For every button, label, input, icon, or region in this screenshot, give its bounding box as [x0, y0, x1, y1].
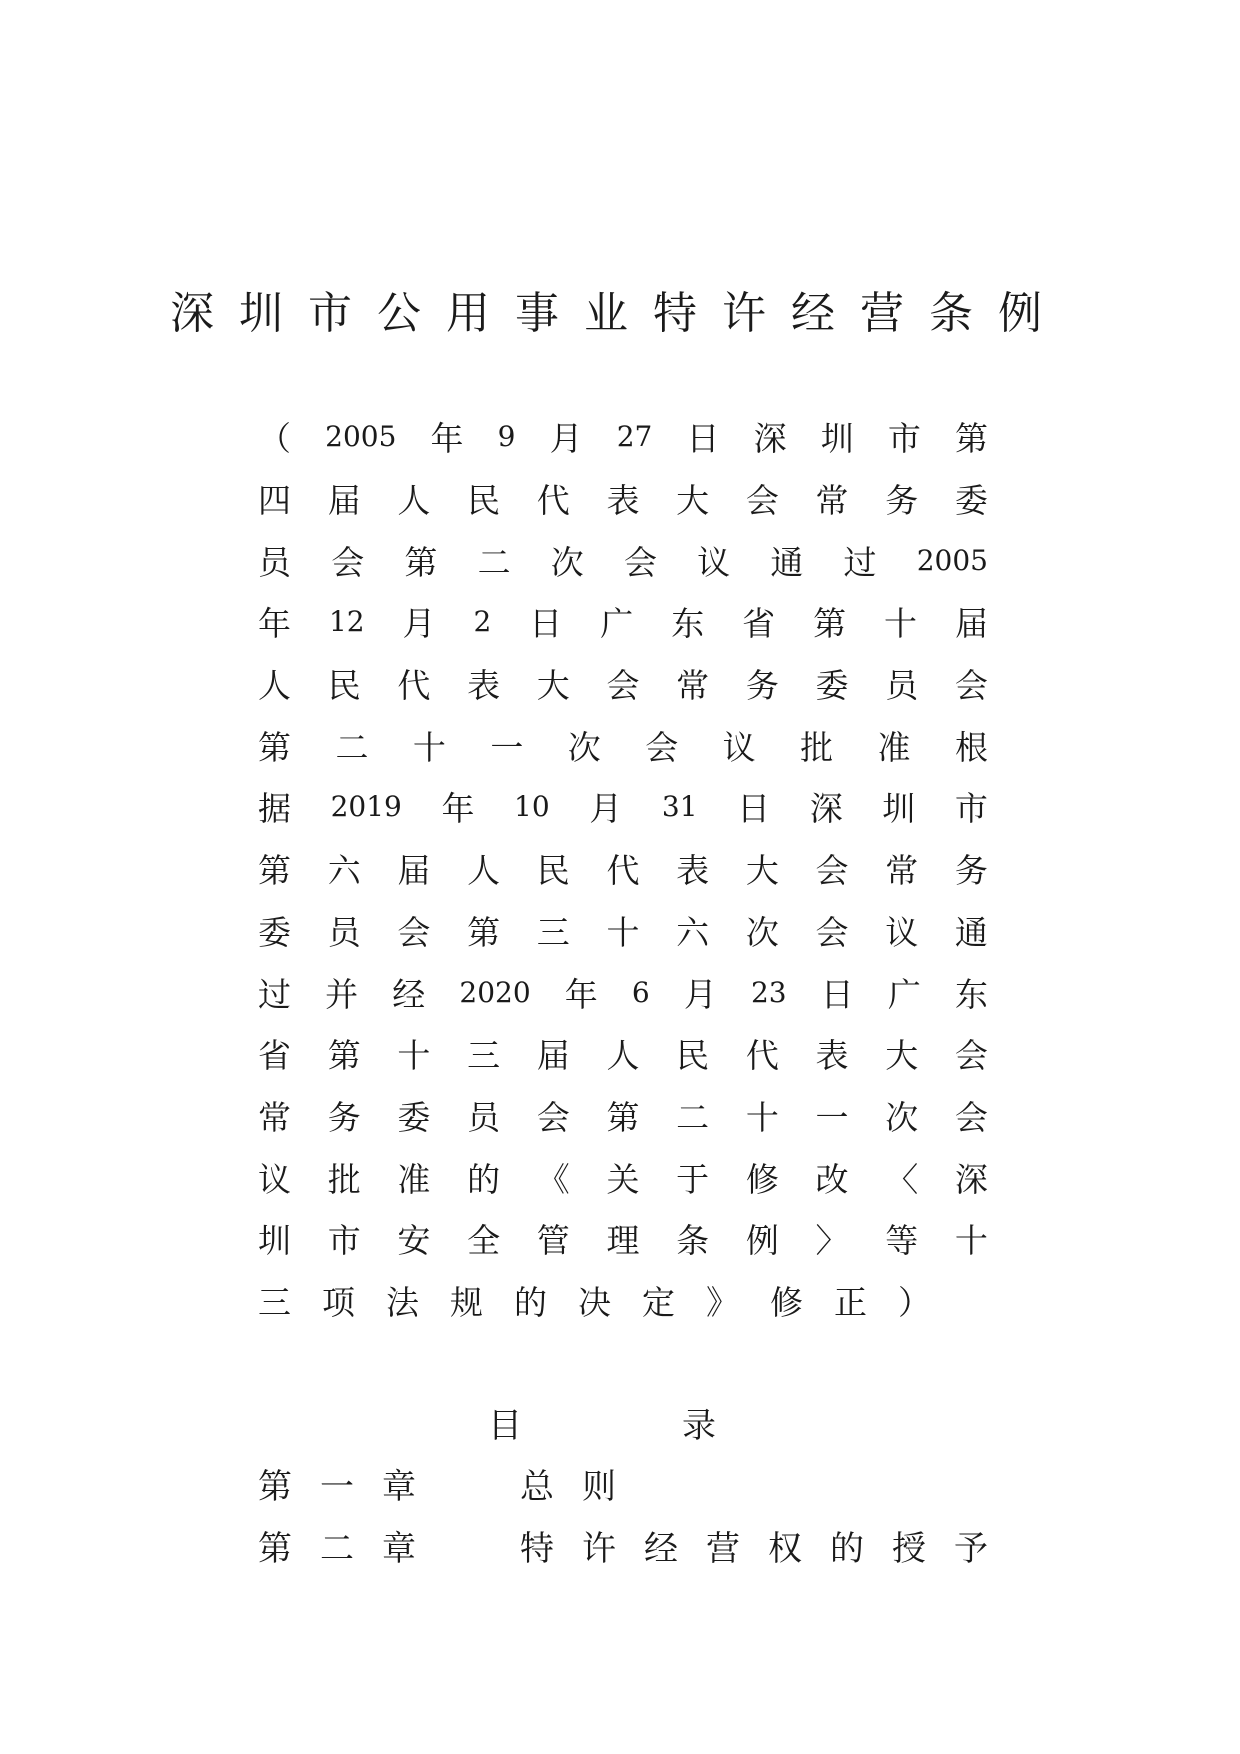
revision-note-token: 2020 — [459, 975, 531, 1009]
revision-note-token: 二 — [676, 1097, 710, 1137]
revision-note-token: 表 — [815, 1036, 849, 1076]
revision-note-token: 表 — [676, 851, 710, 891]
revision-note-token: 27 — [616, 420, 653, 454]
revision-note-token: 项 — [322, 1282, 355, 1322]
revision-note-line — [258, 1146, 988, 1208]
revision-note-token: 委 — [397, 1097, 431, 1137]
revision-note-token: 过 — [843, 542, 877, 582]
revision-note-line — [258, 529, 988, 591]
revision-note-token: 月 — [402, 604, 436, 644]
revision-note-token: 会 — [815, 851, 849, 891]
revision-note-token: 第 — [327, 1036, 361, 1076]
revision-note-token: 员 — [327, 912, 361, 952]
revision-note-token: 次 — [567, 727, 601, 767]
revision-note-token: 东 — [671, 604, 705, 644]
revision-note-token: 深 — [954, 1159, 988, 1199]
revision-note-token: 23 — [750, 975, 787, 1009]
revision-note-token: 会 — [954, 1036, 988, 1076]
revision-note-token: 的 — [467, 1159, 501, 1199]
revision-note-token: 2005 — [916, 543, 988, 577]
revision-note-token: 民 — [536, 851, 570, 891]
revision-note-token: 2019 — [330, 790, 402, 824]
revision-note-token: 表 — [467, 666, 501, 706]
revision-note-line — [258, 1085, 988, 1147]
toc-chapter-name: 特许经营权的授予 — [520, 1529, 1016, 1569]
revision-note-token: 关 — [606, 1159, 640, 1199]
toc-title: 目录 — [488, 1406, 876, 1446]
revision-note-token: 通 — [770, 542, 804, 582]
revision-note-token: 《 — [536, 1159, 570, 1199]
revision-note-token: 十 — [745, 1097, 779, 1137]
revision-note-token: 务 — [745, 666, 779, 706]
revision-note-token: 常 — [815, 481, 849, 521]
revision-note-token: 规 — [450, 1282, 483, 1322]
revision-note-token: 三 — [536, 912, 570, 952]
revision-note-token: 议 — [697, 542, 731, 582]
revision-note-token: 人 — [258, 666, 291, 706]
revision-note-line — [258, 838, 988, 900]
revision-note-token: 务 — [954, 851, 988, 891]
revision-note-token: 第 — [258, 851, 291, 891]
revision-note-token: 管 — [536, 1221, 570, 1261]
revision-note-token: 会 — [954, 666, 988, 706]
revision-note-token: 理 — [606, 1221, 640, 1261]
revision-note-line — [258, 776, 988, 838]
revision-note-token: 市 — [887, 419, 921, 459]
revision-note-token: 会 — [954, 1097, 988, 1137]
revision-note-token: 员 — [885, 666, 919, 706]
revision-note-token: 务 — [885, 481, 919, 521]
revision-note-token: 会 — [623, 542, 657, 582]
revision-note-token: 大 — [745, 851, 779, 891]
revision-note-token: 圳 — [258, 1221, 291, 1261]
revision-note-token: 委 — [258, 912, 291, 952]
revision-note-token: 常 — [885, 851, 919, 891]
revision-note-token: 会 — [745, 481, 779, 521]
revision-note-token: 定 — [642, 1282, 675, 1322]
revision-note-token: 会 — [331, 542, 365, 582]
revision-note — [258, 406, 988, 1331]
revision-note-token: 十 — [412, 727, 446, 767]
revision-note-token: （ — [258, 419, 291, 459]
revision-note-token: 年 — [430, 419, 464, 459]
revision-note-token: 省 — [742, 604, 776, 644]
revision-note-token: 广 — [887, 974, 921, 1014]
revision-note-token: 法 — [386, 1282, 419, 1322]
revision-note-token: 大 — [885, 1036, 919, 1076]
revision-note-token: 届 — [397, 851, 431, 891]
revision-note-token: 经 — [392, 974, 426, 1014]
revision-note-token: 会 — [815, 912, 849, 952]
revision-note-token: 日 — [529, 604, 563, 644]
revision-note-token: 10 — [514, 790, 550, 824]
revision-note-token: 六 — [676, 912, 710, 952]
revision-note-token: 等 — [885, 1221, 919, 1261]
revision-note-line — [258, 714, 988, 776]
document-title: 深圳市公用事业特许经营条例 — [170, 288, 1067, 339]
revision-note-token: 第 — [606, 1097, 640, 1137]
revision-note-token: 代 — [745, 1036, 779, 1076]
revision-note-token: 日 — [686, 419, 720, 459]
revision-note-token: 第 — [813, 604, 847, 644]
revision-note-token: 圳 — [882, 789, 916, 829]
revision-note-token: 过 — [258, 974, 291, 1014]
revision-note-token: 议 — [885, 912, 919, 952]
revision-note-token: 十 — [606, 912, 640, 952]
revision-note-token: ） — [898, 1282, 931, 1322]
revision-note-token: 东 — [954, 974, 988, 1014]
revision-note-token: 务 — [327, 1097, 361, 1137]
revision-note-token: 会 — [606, 666, 640, 706]
revision-note-line — [258, 1023, 988, 1085]
revision-note-token: 常 — [676, 666, 710, 706]
revision-note-token: 第 — [258, 727, 291, 767]
revision-note-token: 四 — [258, 481, 291, 521]
revision-note-token: 修 — [745, 1159, 779, 1199]
revision-note-token: 12 — [328, 605, 365, 639]
revision-note-token: 根 — [954, 727, 988, 767]
toc-chapter-number: 第一章 — [258, 1467, 444, 1507]
revision-note-line — [258, 1270, 988, 1332]
revision-note-token: 6 — [631, 975, 650, 1009]
revision-note-line — [258, 961, 988, 1023]
revision-note-token: 月 — [589, 789, 623, 829]
revision-note-token: 三 — [258, 1282, 291, 1322]
revision-note-token: 月 — [683, 974, 717, 1014]
revision-note-token: 第 — [467, 912, 501, 952]
revision-note-line — [258, 900, 988, 962]
revision-note-token: 三 — [467, 1036, 501, 1076]
revision-note-token: 2 — [473, 605, 492, 639]
revision-note-token: 会 — [397, 912, 431, 952]
revision-note-token: 的 — [514, 1282, 547, 1322]
revision-note-token: 市 — [954, 789, 988, 829]
revision-note-token: 条 — [676, 1221, 710, 1261]
revision-note-token: 次 — [885, 1097, 919, 1137]
revision-note-token: 一 — [490, 727, 524, 767]
toc-chapter-name: 总则 — [520, 1467, 644, 1507]
revision-note-token: 年 — [258, 604, 291, 644]
revision-note-token: 会 — [536, 1097, 570, 1137]
revision-note-token: 二 — [335, 727, 369, 767]
revision-note-line — [258, 406, 988, 468]
revision-note-token: 准 — [397, 1159, 431, 1199]
revision-note-token: 常 — [258, 1097, 291, 1137]
revision-note-token: 年 — [564, 974, 598, 1014]
revision-note-token: 员 — [258, 542, 291, 582]
revision-note-token: 次 — [745, 912, 779, 952]
revision-note-token: 人 — [606, 1036, 640, 1076]
revision-note-token: 代 — [536, 481, 570, 521]
revision-note-token: 批 — [800, 727, 834, 767]
revision-note-token: 代 — [397, 666, 431, 706]
revision-note-token: 日 — [737, 789, 771, 829]
revision-note-token: 届 — [536, 1036, 570, 1076]
revision-note-token: 委 — [815, 666, 849, 706]
revision-note-token: 民 — [676, 1036, 710, 1076]
revision-note-token: 日 — [820, 974, 854, 1014]
revision-note-token: 并 — [325, 974, 359, 1014]
revision-note-token: 批 — [327, 1159, 361, 1199]
revision-note-line — [258, 468, 988, 530]
revision-note-token: 市 — [327, 1221, 361, 1261]
revision-note-token: 例 — [745, 1221, 779, 1261]
toc-item-chapter-2[interactable] — [258, 1519, 1016, 1579]
revision-note-line — [258, 591, 988, 653]
revision-note-token: 》 — [706, 1282, 739, 1322]
revision-note-token: 〈 — [885, 1159, 919, 1199]
revision-note-token: 十 — [954, 1221, 988, 1261]
revision-note-token: 省 — [258, 1036, 291, 1076]
revision-note-token: 议 — [258, 1159, 291, 1199]
revision-note-token: 二 — [477, 542, 511, 582]
revision-note-line — [258, 653, 988, 715]
revision-note-token: 通 — [954, 912, 988, 952]
revision-note-token: 〉 — [815, 1221, 849, 1261]
revision-note-token: 于 — [676, 1159, 710, 1199]
revision-note-token: 第 — [404, 542, 438, 582]
revision-note-token: 届 — [327, 481, 361, 521]
revision-note-token: 民 — [467, 481, 501, 521]
revision-note-token: 六 — [327, 851, 361, 891]
revision-note-token: 据 — [258, 789, 291, 829]
revision-note-token: 民 — [327, 666, 361, 706]
revision-note-token: 深 — [753, 419, 787, 459]
revision-note-token: 次 — [550, 542, 584, 582]
revision-note-token: 深 — [809, 789, 843, 829]
revision-note-token: 人 — [397, 481, 431, 521]
revision-note-token: 委 — [954, 481, 988, 521]
revision-note-token: 2005 — [325, 420, 397, 454]
revision-note-token: 改 — [815, 1159, 849, 1199]
revision-note-token: 决 — [578, 1282, 611, 1322]
toc-item-chapter-1[interactable] — [258, 1457, 644, 1517]
revision-note-token: 9 — [497, 420, 516, 454]
revision-note-token: 人 — [467, 851, 501, 891]
revision-note-token: 修 — [770, 1282, 803, 1322]
revision-note-token: 圳 — [820, 419, 854, 459]
revision-note-token: 全 — [467, 1221, 501, 1261]
revision-note-token: 第 — [954, 419, 988, 459]
revision-note-token: 一 — [815, 1097, 849, 1137]
toc-chapter-number: 第二章 — [258, 1529, 444, 1569]
revision-note-token: 大 — [676, 481, 710, 521]
revision-note-token: 十 — [884, 604, 918, 644]
revision-note-token: 表 — [606, 481, 640, 521]
revision-note-token: 广 — [600, 604, 634, 644]
revision-note-line — [258, 1208, 988, 1270]
revision-note-token: 代 — [606, 851, 640, 891]
revision-note-token: 正 — [834, 1282, 867, 1322]
revision-note-token: 员 — [467, 1097, 501, 1137]
revision-note-token: 31 — [661, 790, 698, 824]
revision-note-token: 议 — [722, 727, 756, 767]
revision-note-token: 年 — [441, 789, 475, 829]
revision-note-token: 月 — [549, 419, 583, 459]
revision-note-token: 届 — [955, 604, 988, 644]
revision-note-token: 会 — [645, 727, 679, 767]
revision-note-token: 准 — [877, 727, 911, 767]
revision-note-token: 安 — [397, 1221, 431, 1261]
revision-note-token: 十 — [397, 1036, 431, 1076]
revision-note-token: 大 — [536, 666, 570, 706]
